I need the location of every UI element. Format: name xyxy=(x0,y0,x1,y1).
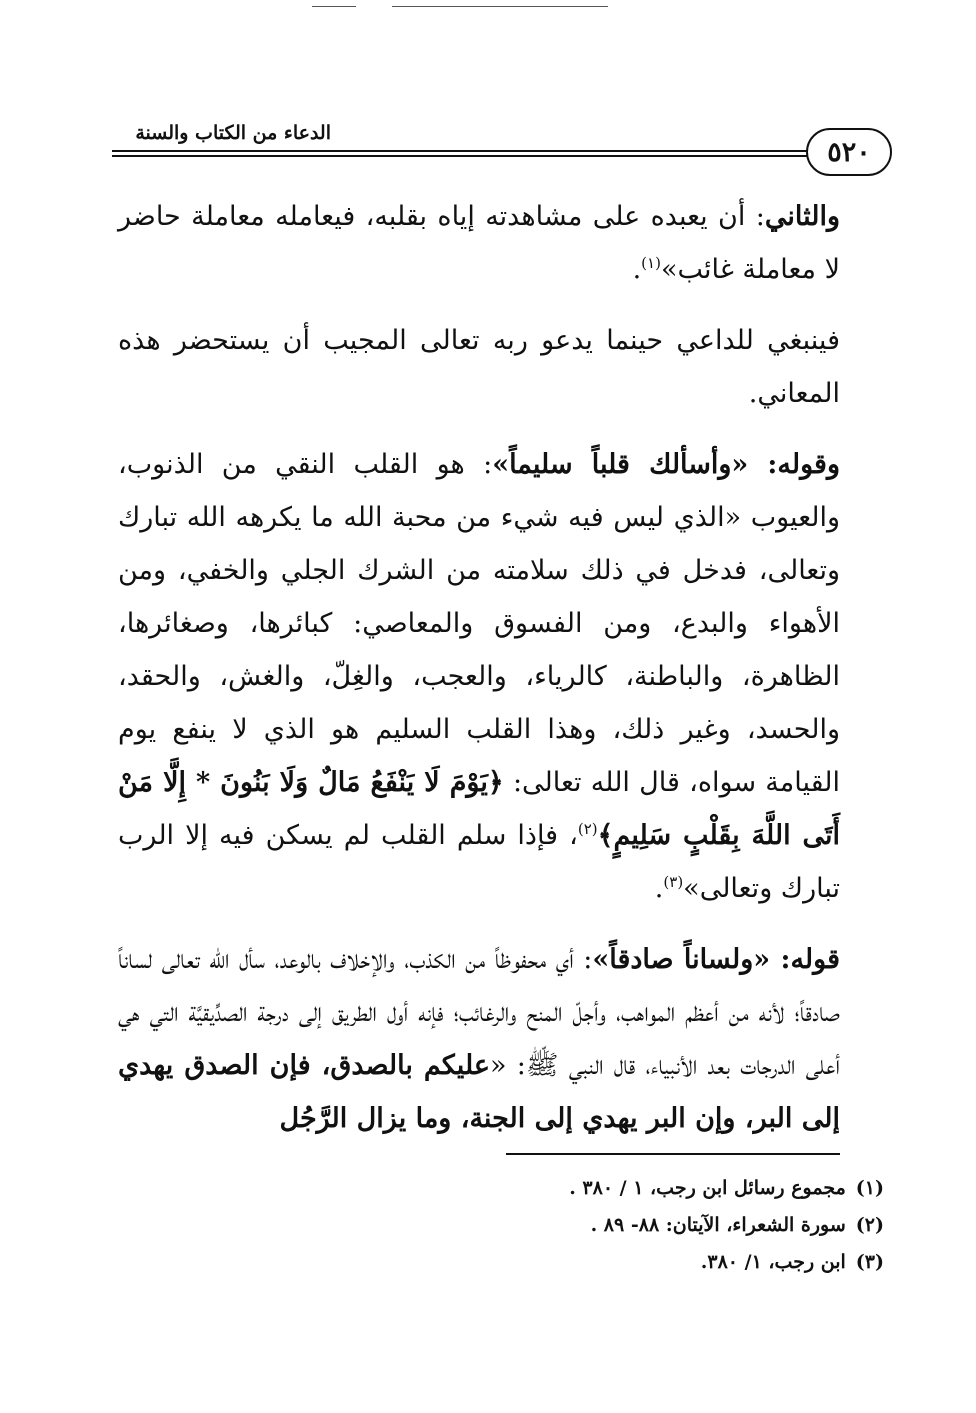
paragraph-text: : أن يعبده على مشاهدته إياه بقلبه، فيعامله معاملة حاضر لا معاملة غائب» xyxy=(118,201,840,285)
top-edge-rule xyxy=(312,6,356,7)
paragraph-text: فينبغي للداعي حينما يدعو ربه تعالى المجيب أن يستحضر هذه المعاني. xyxy=(118,325,840,409)
top-edge-rule xyxy=(392,6,608,7)
footnote-number: (١) xyxy=(855,1177,884,1199)
paragraph xyxy=(118,438,840,915)
footnote-ref: (٢) xyxy=(577,820,598,838)
main-text xyxy=(118,190,840,1163)
footnote xyxy=(324,1244,884,1281)
page-header xyxy=(0,108,976,188)
quran-verse: ﴿يَوْمَ لَا يَنْفَعُ مَالٌ وَلَا بَنُونَ * إِلَّا مَنْ أَتَى اللَّهَ بِقَلْبٍ سَلِيمٍ﴾ xyxy=(118,767,840,851)
paragraph xyxy=(118,933,840,1145)
footnote-text: سورة الشعراء، الآيتان: ٨٨- ٨٩ . xyxy=(590,1214,846,1236)
footnotes xyxy=(324,1170,884,1281)
bold-lead: وقوله: «وأسألك قلباً سليماً» xyxy=(492,449,840,480)
header-rule xyxy=(112,155,810,157)
page-number-badge: ٥٢٠ xyxy=(806,128,892,176)
bold-lead: قوله: «ولساناً صادقاً» xyxy=(592,944,840,975)
footnote-ref: (١) xyxy=(641,254,661,272)
paragraph-end: . xyxy=(632,254,642,285)
paragraph-text: : هو القلب النقي من الذنوب، والعيوب «الذي ليس فيه شيء من محبة الله ما يكرهه الله تبارك وتعالى، فدخل في ذلك سلامته من الشرك الجلي والخفي، ومن الأهواء والبدع، ومن الفسوق والمعاصي: كبائرها، وصغائرها، الظاهرة، والباطنة، كالرياء، والعجب، والغِلّ، والغش، والحقد، والحسد، وغير ذلك، وهذا القلب السليم هو الذي لا ينفع يوم القيامة سواه، قال الله تعالى: xyxy=(118,449,841,798)
paragraph-text: : أي محفوظاً من الكذب، والإخلاف بالوعد، سأل الله تعالى لساناً صادقاً؛ لأنه من أعظم المواهب، وأجلّ المنح والرغائب؛ فإنه أول الطريق إلى درجة الصدِّيقيَّة التي هي أعلى الدرجات بعد الأنبياء، قال النبي ﷺ: « xyxy=(118,944,840,1081)
footnote-separator xyxy=(506,1153,840,1155)
paragraph-end: . xyxy=(654,873,664,904)
paragraph xyxy=(118,314,840,420)
running-title: الدعاء من الكتاب والسنة xyxy=(135,122,331,144)
hadith-quote: عليكم بالصدق، فإن الصدق يهدي إلى البر، وإن البر يهدي إلى الجنة، وما يزال الرَّجُل xyxy=(118,1050,840,1134)
footnote xyxy=(324,1207,884,1244)
footnote-ref: (٣) xyxy=(663,873,684,891)
paragraph-text: ، فإذا سلم القلب لم يسكن فيه إلا الرب تبارك وتعالى» xyxy=(118,820,840,904)
header-rule xyxy=(112,150,810,152)
footnote-number: (٢) xyxy=(855,1214,884,1236)
bold-lead: والثاني xyxy=(764,201,840,232)
footnote-text: مجموع رسائل ابن رجب، ١ / ٣٨٠ . xyxy=(569,1177,846,1199)
footnote xyxy=(324,1170,884,1207)
paragraph xyxy=(118,190,840,296)
footnote-number: (٣) xyxy=(855,1251,884,1273)
footnote-text: ابن رجب، ١/ ٣٨٠. xyxy=(700,1251,846,1273)
